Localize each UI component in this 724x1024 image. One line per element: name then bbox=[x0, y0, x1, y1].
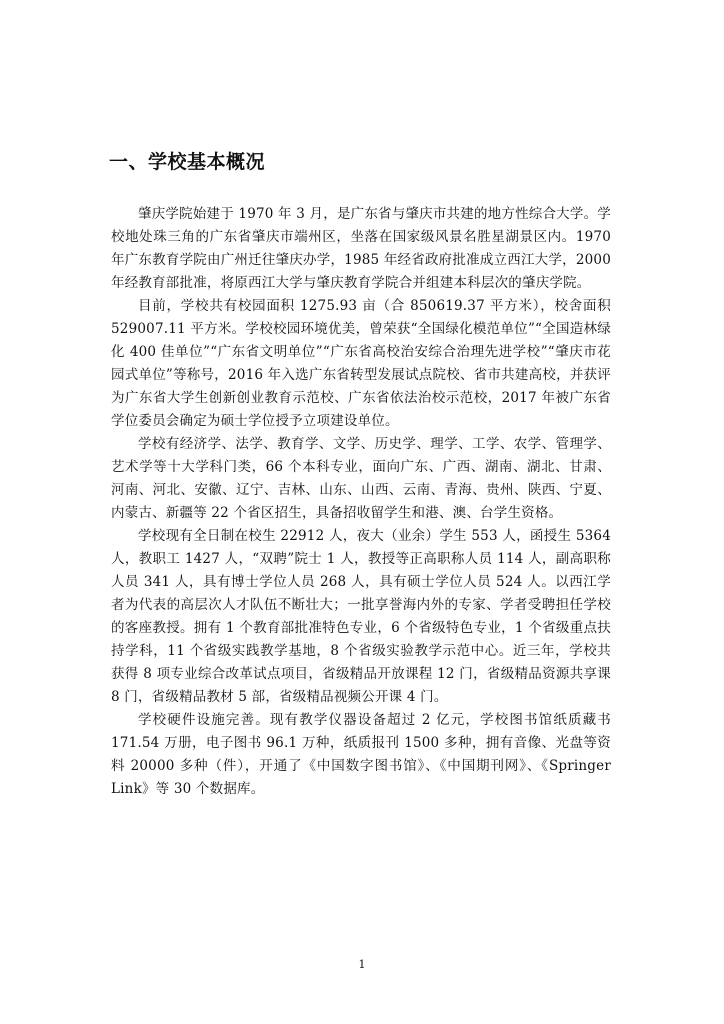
paragraph-students-faculty: 学校现有全日制在校生 22912 人，夜大（业余）学生 553 人，函授生 5364 人，教职工 1427 人，“双聘”院士 1 人，教授等正高职称人员 114 人，副高职称人员 341 人，具有博士学位人员 268 人，具有硕士学位人员 524 人。以西江学者为代表的高层次人才队伍不断壮大；一批享誉海内外的专家、学者受聘担任学校的客座教授。拥有 1 个教育部批准特色专业，6 个省级特色专业，1 个省级重点扶持学科，11 个省级实践教学基地，8 个省级实验教学示范中心。近三年，学校共获得 8 项专业综合改革试点项目，省级精品开放课程 12 门，省级精品资源共享课 8 门，省级精品教材 5 部，省级精品视频公开课 4 门。 bbox=[111, 528, 611, 705]
page-number: 1 bbox=[358, 958, 366, 971]
section-heading: 一、学校基本概况 bbox=[109, 151, 266, 173]
paragraph-disciplines: 学校有经济学、法学、教育学、文学、历史学、理学、工学、农学、管理学、艺术学等十大学科门类，66 个本科专业，面向广东、广西、湖南、湖北、甘肃、河南、河北、安徽、辽宁、吉林、山东、山西、云南、青海、贵州、陕西、宁夏、内蒙古、新疆等 22 个省区招生，具备招收留学生和港、澳、台学生资格。 bbox=[111, 436, 611, 521]
paragraph-campus: 目前，学校共有校园面积 1275.93 亩（合 850619.37 平方米），校舍面积 529007.11 平方米。学校校园环境优美，曾荣获“全国绿化模范单位”“全国造林绿化 400 佳单位”“广东省文明单位”“广东省高校治安综合治理先进学校”“肇庆市花园式单位”等称号，2016 年入选广东省转型发展试点院校、省市共建高校，并获评为广东省大学生创新创业教育示范校、广东省依法治校示范校，2017 年被广东省学位委员会确定为硕士学位授予立项建设单位。 bbox=[111, 298, 611, 429]
paragraph-history: 肇庆学院始建于 1970 年 3 月，是广东省与肇庆市共建的地方性综合大学。学校地处珠三角的广东省肇庆市端州区，坐落在国家级风景名胜星湖景区内。1970 年广东教育学院由广州迁往肇庆办学，1985 年经省政府批准成立西江大学，2000 年经教育部批准，将原西江大学与肇庆教育学院合并组建本科层次的肇庆学院。 bbox=[111, 206, 611, 291]
document-body bbox=[111, 203, 611, 801]
paragraph-facilities: 学校硬件设施完善。现有教学仪器设备超过 2 亿元，学校图书馆纸质藏书 171.54 万册，电子图书 96.1 万种，纸质报刊 1500 多种，拥有音像、光盘等资料 20000 多种（件），开通了《中国数字图书馆》、《中国期刊网》、《Springer Link》等 30 个数据库。 bbox=[111, 712, 611, 797]
